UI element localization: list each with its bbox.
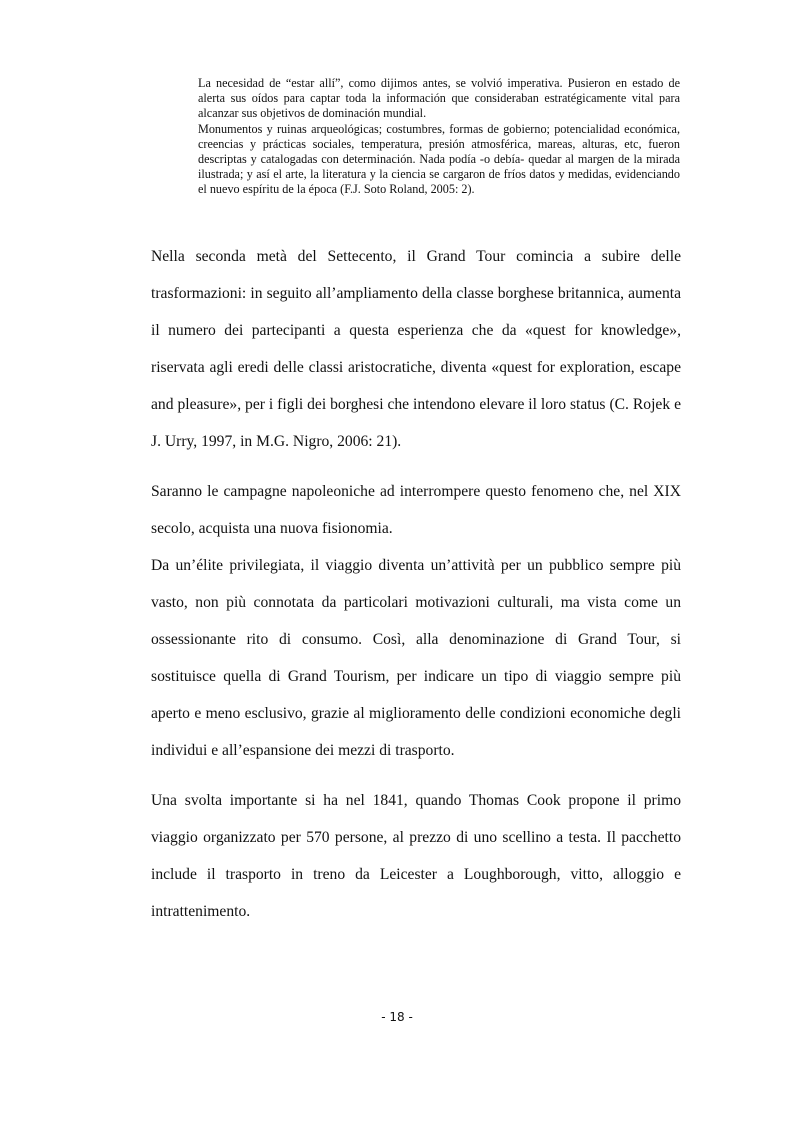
body-paragraph-3: Da un’élite privilegiata, il viaggio diventa un’attività per un pubblico sempre più vasto, non più connotata da particolari motivazioni culturali, ma vista come un ossessionante rito di consumo. Così, alla denominazione di Grand Tour, si sostituisce quella di Grand Tourism, per indicare un tipo di viaggio sempre più aperto e meno esclusivo, grazie al miglioramento delle condizioni economiche degli individui e all’espansione dei mezzi di trasporto. <box>151 557 681 759</box>
quote-paragraph-1: La necesidad de “estar allí”, como dijimos antes, se volvió imperativa. Pusieron en estado de alerta sus oídos para captar toda la información que consideraban estratégicamente vital para alcanzar sus objetivos de dominación mundial. <box>198 76 680 121</box>
quote-paragraph-2: Monumentos y ruinas arqueológicas; costumbres, formas de gobierno; potencialidad económica, creencias y prácticas sociales, temperatura, presión atmosférica, mareas, alturas, etc, fueron descriptas y catalogadas con determinación. Nada podía -o debía- quedar al margen de la mirada ilustrada; y así el arte, la literatura y la ciencia se cargaron de fríos datos y medidas, evidenciando el nuevo espíritu de la época (F.J. Soto Roland, 2005: 2). <box>198 121 680 197</box>
page-number: - 18 - <box>381 1010 413 1024</box>
block-quote <box>198 76 680 198</box>
body-paragraph-4: Una svolta importante si ha nel 1841, quando Thomas Cook propone il primo viaggio organizzato per 570 persone, al prezzo di uno scellino a testa. Il pacchetto include il trasporto in treno da Leicester a Loughborough, vitto, alloggio e intrattenimento. <box>151 792 681 920</box>
body-paragraph-2: Saranno le campagne napoleoniche ad interrompere questo fenomeno che, nel XIX secolo, acquista una nuova fisionomia. <box>151 483 681 537</box>
body-text <box>151 238 681 930</box>
body-paragraph-1: Nella seconda metà del Settecento, il Grand Tour comincia a subire delle trasformazioni: in seguito all’ampliamento della classe borghese britannica, aumenta il numero dei partecipanti a questa esperienza che da «quest for knowledge», riservata agli eredi delle classi aristocratiche, diventa «quest for exploration, escape and pleasure», per i figli dei borghesi che intendono elevare il loro status (C. Rojek e J. Urry, 1997, in M.G. Nigro, 2006: 21). <box>151 248 681 450</box>
